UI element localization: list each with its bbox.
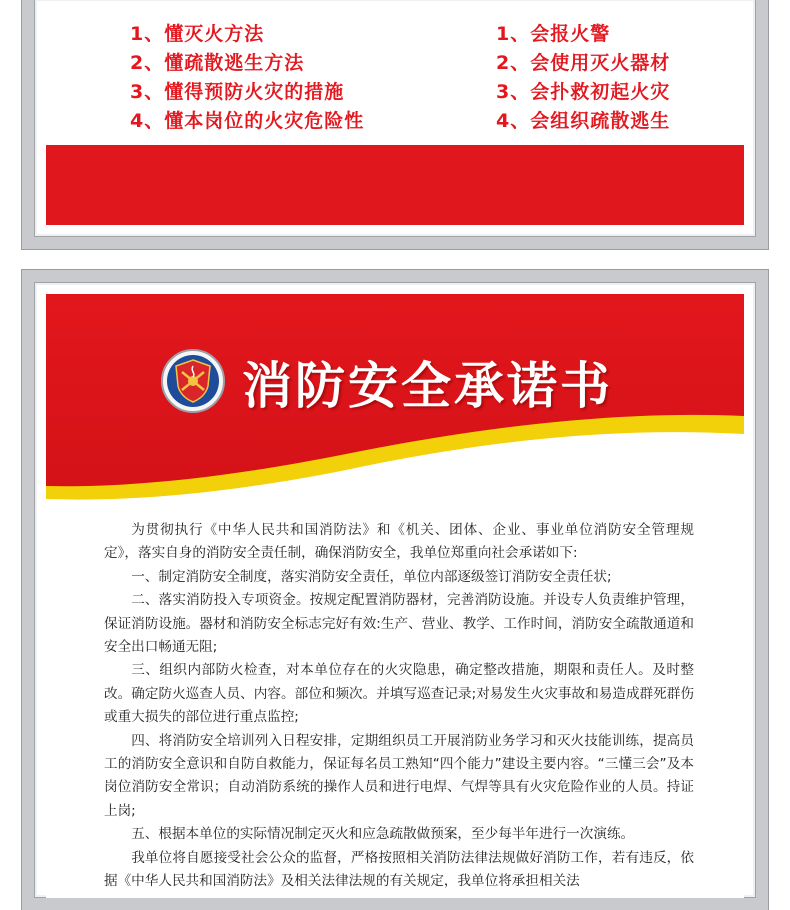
commitment-board xyxy=(46,294,744,898)
list-item: 3、会扑救初起火灾 xyxy=(496,81,671,103)
three-knows-list xyxy=(130,20,364,136)
list-item: 4、懂本岗位的火灾危险性 xyxy=(130,110,365,132)
three-cans-list xyxy=(496,20,670,136)
paragraph: 四、将消防安全培训列入日程安排，定期组织员工开展消防业务学习和灭火技能训练，提高员工的消防安全意识和自防自救能力，保证每名员工熟知“四个能力”建设主要内容。“三懂三会”及本岗位消防安全常识；自动消防系统的操作人员和进行电焊、气焊等具有火灾危险作业的人员。持证上岗; xyxy=(104,732,694,819)
red-footer-band xyxy=(46,145,744,225)
paragraph: 三、组织内部防火检查，对本单位存在的火灾隐患，确定整改措施，期限和责任人。及时整改。确定防火巡查人员、内容。部位和频次。并填写巡查记录;对易发生火灾事故和易造成群死群伤或重大损失的部位进行重点监控; xyxy=(104,662,694,726)
paragraph: 五、根据本单位的实际情况制定灭火和应急疏散做预案，至少每半年进行一次演练。 xyxy=(131,826,635,843)
paragraph: 二、落实消防投入专项资金。按规定配置消防器材，完善消防设施。并设专人负责维护管理，保证消防设施。器材和消防安全标志完好有效:生产、营业、教学、工作时间，消防安全疏散通道和安全出口畅通无阻; xyxy=(104,592,694,656)
commitment-board-frame xyxy=(22,270,768,910)
commitment-text xyxy=(104,519,694,894)
paragraph: 我单位将自愿接受社会公众的监督，严格按照相关消防法律法规做好消防工作，若有违反，依据《中华人民共和国消防法》及相关法律法规的有关规定，我单位将承担相关法 xyxy=(104,849,694,890)
top-board xyxy=(46,10,744,225)
list-item: 1、懂灭火方法 xyxy=(130,23,265,45)
list-item: 1、会报火警 xyxy=(496,23,611,45)
top-board-frame xyxy=(22,0,768,249)
list-item: 4、会组织疏散逃生 xyxy=(496,110,671,132)
list-item: 2、会使用灭火器材 xyxy=(496,52,671,74)
paragraph: 为贯彻执行《中华人民共和国消防法》和《机关、团体、企业、事业单位消防安全管理规定》，落实自身的消防安全责任制，确保消防安全，我单位郑重向社会承诺如下: xyxy=(104,522,694,562)
paragraph: 一、制定消防安全制度，落实消防安全责任，单位内部逐级签订消防安全责任状; xyxy=(131,568,612,585)
list-item: 2、懂疏散逃生方法 xyxy=(130,52,305,74)
list-item: 3、懂得预防火灾的措施 xyxy=(130,81,345,103)
page-title: 消防安全承诺书 xyxy=(242,356,613,415)
fire-service-emblem-icon xyxy=(160,348,226,414)
